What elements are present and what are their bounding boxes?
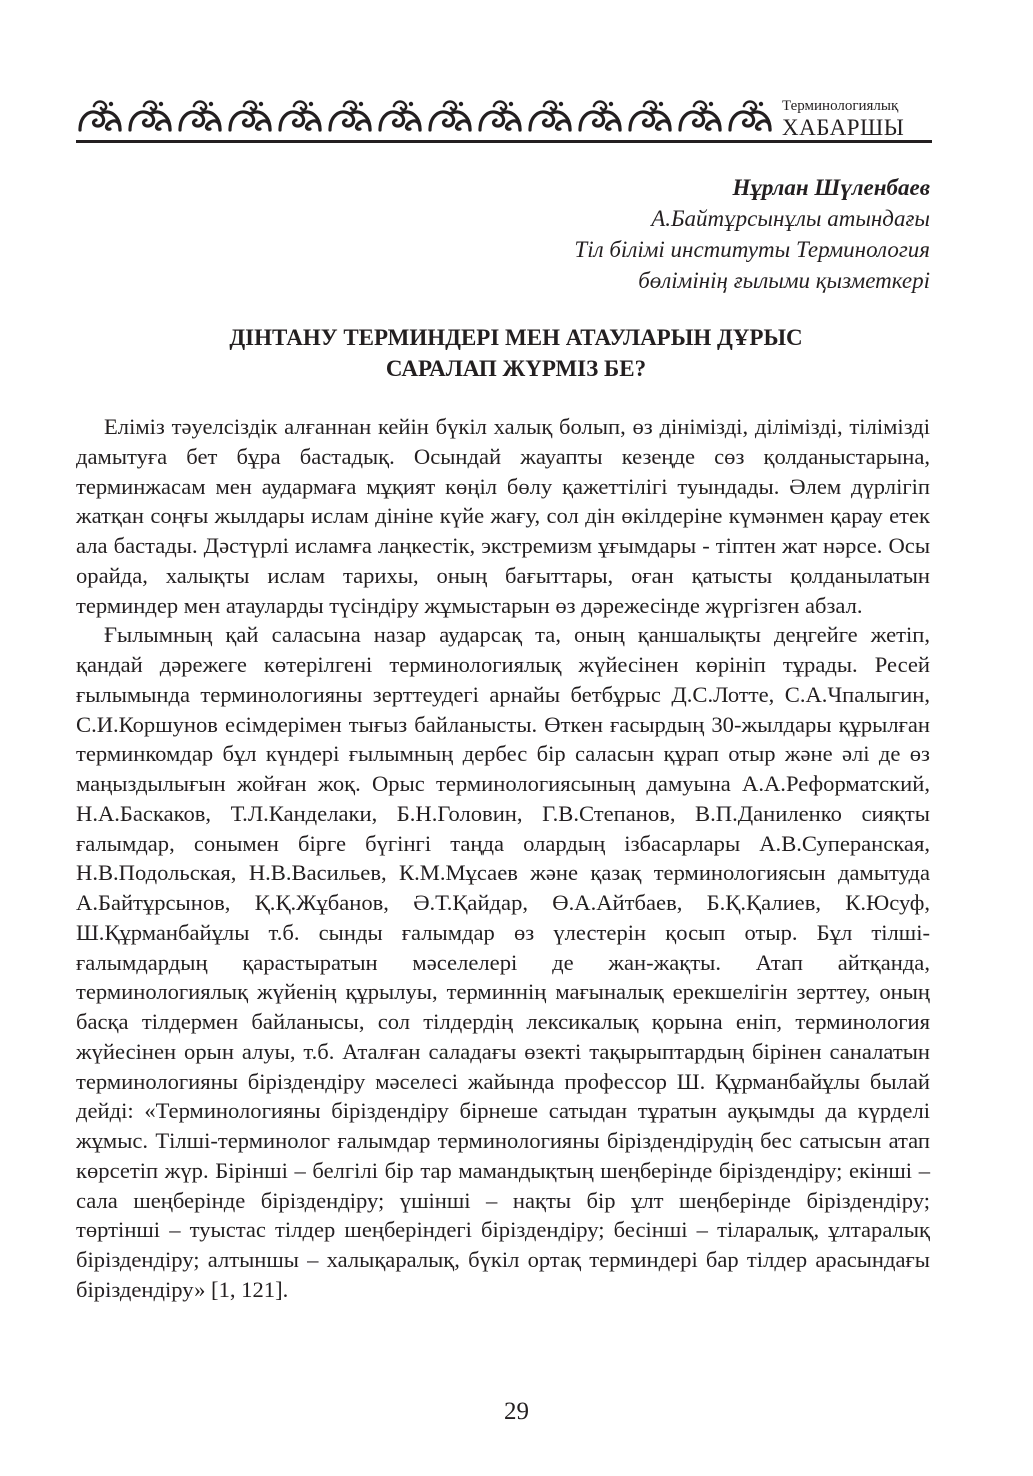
- article-title-line: САРАЛАП ЖҮРМІЗ БЕ?: [385, 356, 647, 381]
- author-block: [574, 172, 930, 296]
- article-title-line: ДІНТАНУ ТЕРМИНДЕРІ МЕН АТАУЛАРЫН ДҰРЫС: [229, 325, 803, 350]
- journal-title: [782, 98, 932, 141]
- journal-title-small: Терминологиялық: [782, 98, 899, 114]
- article-title: [76, 322, 956, 384]
- author-affiliation-line: бөлімінің ғылыми қызметкері: [638, 268, 930, 293]
- header-rule: [76, 140, 932, 143]
- page-header: [76, 92, 932, 144]
- body-paragraph: Ғылымның қай саласына назар аударсақ та, оның қаншалықты деңгейге жетіп, қандай дәрежеге көтерілгені терминологиялық жүйесінен көрініп тұрады. Ресей ғылымында терминологияны зерттеудегі арнайы бетбұрыс Д.С.Лотте, С.А.Чпалыгин, С.И.Коршунов есімдерімен тығыз байланысты. Өткен ғасырдың 30-жылдары құрылған терминкомдар бұл күндері ғылымның дербес бір саласын құрап отыр және әлі де өз маңыздылығын жойған жоқ. Орыс терминологиясының дамуына А.А.Реформатский, Н.А.Баскаков, Т.Л.Канделаки, Б.Н.Головин, Г.В.Степанов, В.П.Даниленко сияқты ғалымдар, сонымен бірге бүгінгі таңда олардың ізбасарлары А.В.Суперанская, Н.В.Подольская, Н.В.Васильев, К.М.Мұсаев және қазақ терминологиясын дамытуда А.Байтұрсынов, Қ.Қ.Жұбанов, Ә.Т.Қайдар, Ө.А.Айтбаев, Б.Қ.Қалиев, К.Юсуф, Ш.Құрманбайұлы т.б. сынды ғалымдар өз үлестерін қосып отыр. Бұл тілші-ғалымдардың қарастыратын мәселелері де жан-жақты. Атап айтқанда, терминологиялық жүйенің құрылуы, терминнің мағыналық ерекшелігін зерттеу, оның басқа тілдермен байланысы, сол тілдердің лексикалық қорына еніп, терминология жүйесінен орын алуы, т.б. Аталған саладағы өзекті тақырыптардың бірінен саналатын терминологияны біріздендіру мәселесі жайында профессор Ш. Құрманбайұлы былай дейді: «Терминологияны біріздендіру бірнеше сатыдан тұратын ауқымды да күрделі жұмыс. Тілші-терминолог ғалымдар терминологияны біріздендірудің бес сатысын атап көрсетіп жүр. Бірінші – белгілі бір тар мамандықтың шеңберінде біріздендіру; екінші – сала шеңберінде біріздендіру; үшінші – нақты бір ұлт шеңберінде біріздендіру; төртінші – туыстас тілдер шеңберіндегі біріздендіру; бесінші – тіларалық, ұлтаралық біріздендіру; алтыншы – халықаралық, бүкіл ортақ терминдері бар тілдер арасындағы біріздендіру» [1, 121].: [76, 622, 930, 1302]
- journal-title-big: ХАБАРШЫ: [782, 115, 905, 140]
- author-name: Нұрлан Шүленбаев: [732, 175, 930, 200]
- ornament-border-icon: [76, 96, 776, 138]
- author-affiliation-line: Тіл білімі институты Терминология: [574, 237, 930, 262]
- article-body: [76, 412, 930, 1305]
- body-paragraph: Еліміз тәуелсіздік алғаннан кейін бүкіл халық болып, өз дінімізді, ділімізді, тілімізді дамытуға бет бұра бастадық. Осындай жауапты кезеңде сөз қолданыстарына, терминжасам мен аудармаға мұқият көңіл бөлу қажеттілігі туындады. Әлем дүрлігіп жатқан соңғы жылдары ислам дініне күйе жағу, сол дін өкілдеріне күмәнмен қарау етек ала бастады. Дәстүрлі исламға лаңкестік, экстремизм ұғымдары - тіптен жат нәрсе. Осы орайда, халықты ислам тарихы, оның бағыттары, оған қатысты қолданылатын терминдер мен атауларды түсіндіру жұмыстарын өз дәрежесінде жүргізген абзал.: [76, 414, 930, 618]
- page-number: 29: [504, 1398, 529, 1425]
- author-affiliation-line: А.Байтұрсынұлы атындағы: [651, 206, 930, 231]
